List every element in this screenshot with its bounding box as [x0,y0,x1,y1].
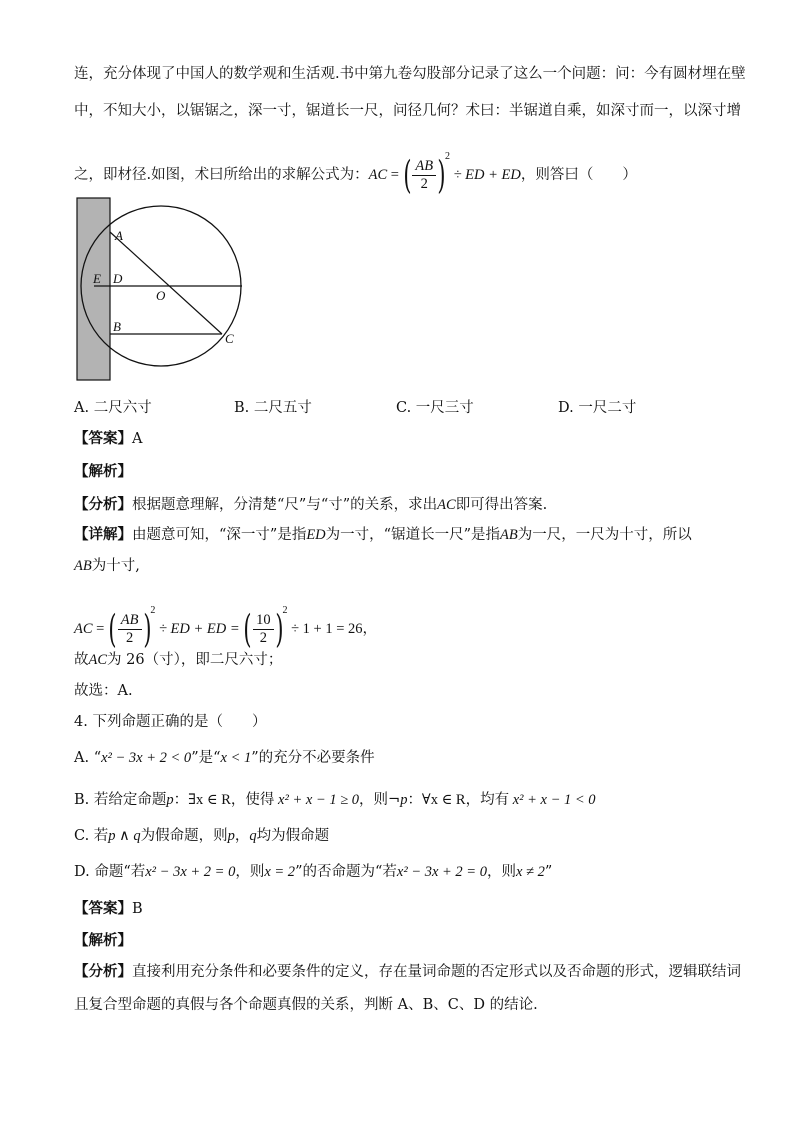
wall [77,198,110,380]
q4-answer: 【答案】B [74,900,143,917]
q3-intro-line1: 连，充分体现了中国人的数学观和生活观.书中第九卷勾股部分记录了这么一个问题：问：今有圆材埋在壁 [74,66,746,82]
label-E: E [93,271,101,286]
label-C: C [225,331,234,346]
q3-intro-line2: 中，不知大小，以锯锯之，深一寸，锯道长一尺，问径几何？术曰：半锯道自乘，如深寸而一，以深寸增 [74,103,741,119]
q4-fenxi-line2: 且复合型命题的真假与各个命题真假的关系，判断 A、B、C、D 的结论. [74,997,538,1013]
option-A: A. 二尺六寸 [74,400,152,416]
formula-fraction: $\frac{AB}{2}$ [412,158,436,193]
label-A: A [115,228,123,243]
q3-analysis-tag: 【解析】 [74,463,132,480]
circle-wall-figure [70,192,250,384]
diagonal-line [110,232,222,334]
q4-option-D: D. 命题“若x² − 3x + 2 = 0，则x = 2”的否命题为“若x² − 3x + 2 = 0，则x ≠ 2” [74,864,553,880]
q3-detail-line2: AB为十寸, [74,558,140,574]
q3-conclude: 故AC为 26（寸），即二尺六寸； [74,652,283,668]
label-D: D [113,271,123,286]
q4-option-C: C. 若p ∧ q为假命题，则p，q均为假命题 [74,828,330,844]
q3-calc: AC = ( $\frac{AB}{2}$ )$^2$ ÷ ED + ED = ( $\frac{10}{2}$ )$^2$ ÷ 1 + 1 = 26， [74,605,378,651]
label-B: B [113,319,121,334]
q4-fenxi-line1: 【分析】直接利用充分条件和必要条件的定义，存在量词命题的否定形式以及否命题的形式，逻辑联结词 [74,963,741,980]
q3-answer: 【答案】A [74,430,143,447]
q3-options [74,398,724,418]
option-B: B. 二尺五寸 [234,400,312,416]
q3-intro-line3: 之，即材径.如图，术曰所给出的求解公式为：AC = ( $\frac{AB}{2}$ )$^2$ ÷ ED + ED，则答曰（ ） [74,151,637,197]
q3-fenxi: 【分析】根据题意理解，分清楚“尺”与“寸”的关系，求出AC即可得出答案. [74,496,548,513]
q4-stem: 4. 下列命题正确的是（ ） [74,714,267,730]
q3-choose: 故选：A. [74,683,133,699]
q4-option-A: A. “x² − 3x + 2 < 0”是“x < 1”的充分不必要条件 [74,750,375,766]
q3-detail-line1: 【详解】由题意可知，“深一寸”是指ED为一寸，“锯道长一尺”是指AB为一尺，一尺为十寸，所以 [74,526,692,543]
option-D: D. 一尺二寸 [558,400,637,416]
q4-analysis-tag: 【解析】 [74,932,132,949]
label-O: O [156,288,166,303]
option-C: C. 一尺三寸 [396,400,474,416]
q4-option-B: B. 若给定命题p：∃x ∈ R，使得 x² + x − 1 ≥ 0，则¬p：∀x ∈ R，均有 x² + x − 1 < 0 [74,792,596,808]
